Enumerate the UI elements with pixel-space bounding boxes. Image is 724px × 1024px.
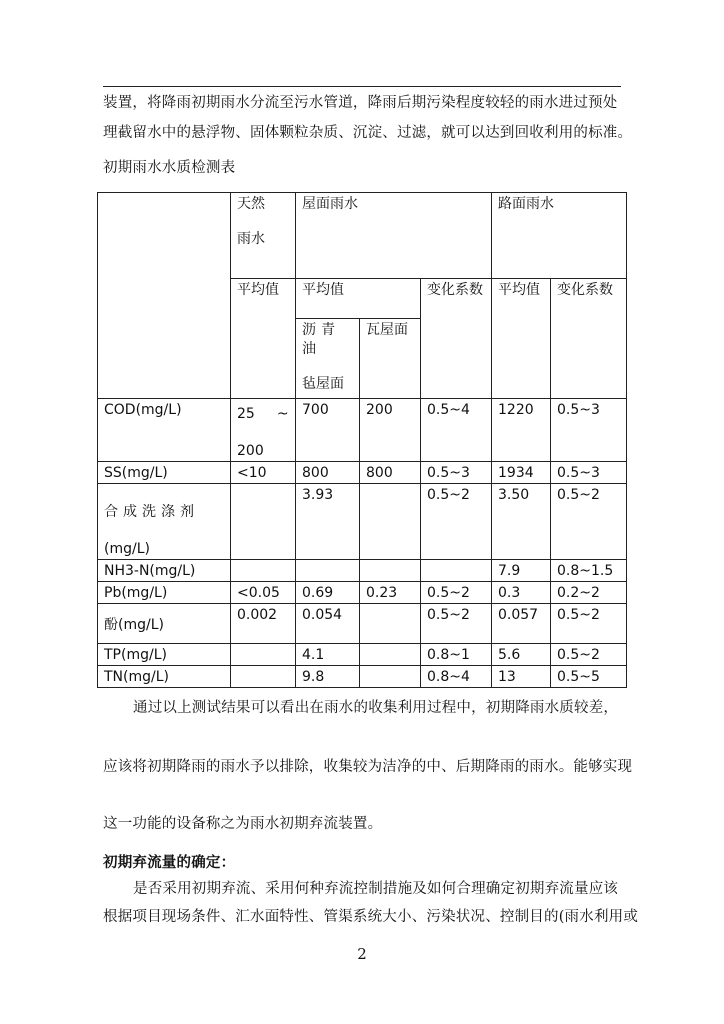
cell-natural: <0.05 (231, 582, 296, 604)
cell-road-average: 0.3 (492, 582, 551, 604)
water-quality-table (97, 192, 627, 688)
header-roof-rain: 屋面雨水 (296, 193, 492, 279)
table-title: 初期雨水水质检测表 (103, 160, 236, 176)
header-roof-average: 平均值 (296, 279, 421, 319)
cell-roof-variation: 0.5~3 (421, 462, 492, 484)
cell-road-average: 0.057 (492, 604, 551, 644)
cell-tile: 800 (360, 462, 421, 484)
cell-natural: 0.002 (231, 604, 296, 644)
cell-road-average: 1934 (492, 462, 551, 484)
conclusion-line-1: 通过以上测试结果可以看出在雨水的收集利用过程中，初期降雨水质较差， (133, 700, 619, 716)
cell-road-variation: 0.5~2 (551, 644, 627, 666)
table-row (98, 484, 627, 560)
cell-tile (360, 666, 421, 688)
cell-road-variation: 0.5~3 (551, 462, 627, 484)
cell-asphalt: 0.054 (296, 604, 360, 644)
cell-natural (231, 666, 296, 688)
section-heading: 初期弃流量的确定： (103, 855, 236, 871)
table-row (98, 604, 627, 644)
cell-road-variation: 0.5~5 (551, 666, 627, 688)
cell-tile (360, 604, 421, 644)
table-row (98, 666, 627, 688)
cell-road-average: 1220 (492, 399, 551, 462)
cell-asphalt: 700 (296, 399, 360, 462)
cell-asphalt: 0.69 (296, 582, 360, 604)
cell-natural: <10 (231, 462, 296, 484)
row-label: NH3-N(mg/L) (98, 560, 231, 582)
page-number: 2 (357, 945, 367, 963)
header-natural-average: 平均值 (231, 279, 296, 399)
cell-roof-variation (421, 560, 492, 582)
cell-roof-variation: 0.5~2 (421, 604, 492, 644)
row-label: TN(mg/L) (98, 666, 231, 688)
cell-tile (360, 484, 421, 560)
cell-roof-variation: 0.8~1 (421, 644, 492, 666)
cell-road-average: 7.9 (492, 560, 551, 582)
conclusion-line-2: 应该将初期降雨的雨水予以排除，收集较为洁净的中、后期降雨的雨水。能够实现 (103, 759, 633, 775)
cell-natural: 25 ~ 200 (231, 399, 296, 462)
intro-line-1: 装置，将降雨初期雨水分流至污水管道，降雨后期污染程度较轻的雨水进过预处 (103, 95, 618, 111)
cell-roof-variation: 0.8~4 (421, 666, 492, 688)
section-line-2: 根据项目现场条件、汇水面特性、管渠系统大小、污染状况、控制目的(雨水利用或 (103, 909, 639, 925)
table-row (98, 582, 627, 604)
table-row (98, 644, 627, 666)
cell-natural (231, 484, 296, 560)
cell-road-variation: 0.5~2 (551, 484, 627, 560)
cell-natural (231, 560, 296, 582)
cell-road-average: 5.6 (492, 644, 551, 666)
header-tile-roof: 瓦屋面 (360, 319, 421, 399)
cell-roof-variation: 0.5~4 (421, 399, 492, 462)
row-label: 合成洗涤剂 (mg/L) (98, 484, 231, 560)
section-line-1: 是否采用初期弃流、采用何种弃流控制措施及如何合理确定初期弃流量应该 (133, 881, 619, 897)
cell-natural (231, 644, 296, 666)
header-natural-rain: 天然 雨水 (231, 193, 296, 279)
row-label: 酚(mg/L) (98, 604, 231, 644)
header-blank-cell (98, 193, 231, 399)
row-label: TP(mg/L) (98, 644, 231, 666)
header-asphalt-roof: 沥青油 毡屋面 (296, 319, 360, 399)
cell-asphalt: 3.93 (296, 484, 360, 560)
row-label: Pb(mg/L) (98, 582, 231, 604)
cell-asphalt: 800 (296, 462, 360, 484)
cell-road-variation: 0.5~3 (551, 399, 627, 462)
header-rule (103, 86, 621, 87)
cell-roof-variation: 0.5~2 (421, 582, 492, 604)
cell-road-variation: 0.2~2 (551, 582, 627, 604)
cell-asphalt: 4.1 (296, 644, 360, 666)
table-header-row-1 (98, 193, 627, 279)
cell-tile (360, 644, 421, 666)
header-road-average: 平均值 (492, 279, 551, 399)
header-road-variation: 变化系数 (551, 279, 627, 399)
cell-asphalt: 9.8 (296, 666, 360, 688)
cell-tile: 0.23 (360, 582, 421, 604)
header-road-rain: 路面雨水 (492, 193, 627, 279)
cell-tile: 200 (360, 399, 421, 462)
row-label: SS(mg/L) (98, 462, 231, 484)
header-roof-variation: 变化系数 (421, 279, 492, 399)
cell-tile (360, 560, 421, 582)
table-row (98, 462, 627, 484)
conclusion-line-3: 这一功能的设备称之为雨水初期弃流装置。 (103, 816, 383, 832)
intro-line-2: 理截留水中的悬浮物、固体颗粒杂质、沉淀、过滤，就可以达到回收利用的标准。 (103, 125, 633, 141)
table-row (98, 560, 627, 582)
cell-road-average: 3.50 (492, 484, 551, 560)
cell-road-variation: 0.5~2 (551, 604, 627, 644)
cell-asphalt (296, 560, 360, 582)
table-row (98, 399, 627, 462)
cell-road-variation: 0.8~1.5 (551, 560, 627, 582)
cell-road-average: 13 (492, 666, 551, 688)
row-label: COD(mg/L) (98, 399, 231, 462)
cell-roof-variation: 0.5~2 (421, 484, 492, 560)
